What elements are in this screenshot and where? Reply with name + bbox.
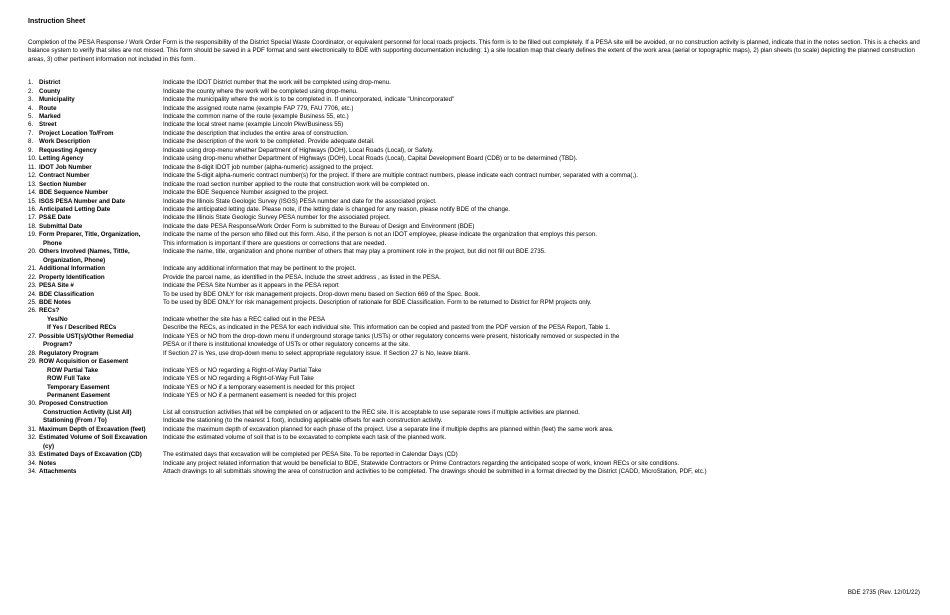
item-description: The estimated days that excavation will be completed per PESA Site. To be reported in Calendar Days (CD) <box>163 451 458 459</box>
item-description: Indicate YES or NO if a temporary easement is needed for this project <box>163 383 355 391</box>
item-number <box>28 392 39 400</box>
item-label: Organization, Phone) <box>43 256 106 264</box>
item-description: Indicate the Illinois State Geologic Survey (ISGS) PESA number and date for the associated project. <box>163 197 437 205</box>
list-item <box>28 172 922 180</box>
item-number: 27. <box>28 332 37 340</box>
item-number <box>28 324 39 332</box>
item-description: If Section 27 is Yes, use drop-down menu to select appropriate regulatory issue. If Section 27 is No, leave blank. <box>163 349 471 357</box>
item-label: Notes <box>39 459 57 467</box>
list-item <box>28 105 922 113</box>
list-item <box>28 324 922 332</box>
item-label: PS&E Date <box>39 214 71 222</box>
item-number: 6. <box>28 121 34 129</box>
list-item <box>28 79 922 87</box>
item-number <box>28 240 39 248</box>
item-label: Stationing (From / To) <box>43 417 107 425</box>
list-item <box>28 451 922 459</box>
list-item <box>28 291 922 299</box>
item-number: 18. <box>28 222 37 230</box>
list-item <box>28 189 922 197</box>
list-item <box>28 155 922 163</box>
item-label: Temporary Easement <box>47 383 110 391</box>
item-label: Yes/No <box>47 315 68 323</box>
item-description: Indicate using drop-menu whether Department of Highways (DOH), Local Roads (Local), or Safety. <box>163 146 434 154</box>
list-item <box>28 121 922 129</box>
item-label: District <box>39 79 61 87</box>
item-number: 34. <box>28 459 37 467</box>
item-description: Indicate YES or NO regarding a Right-of-Way Partial Take <box>163 366 322 374</box>
item-description <box>163 400 922 408</box>
list-item <box>28 240 922 248</box>
list-item <box>28 443 922 451</box>
item-number: 2. <box>28 87 34 95</box>
item-number: 22. <box>28 273 37 281</box>
item-label: Section Number <box>39 180 87 188</box>
item-number: 20. <box>28 248 37 256</box>
item-number <box>28 443 39 451</box>
item-label: BDE Sequence Number <box>39 189 109 197</box>
item-label: County <box>39 87 61 95</box>
item-description <box>163 443 922 451</box>
intro-paragraph: Completion of the PESA Response / Work Order Form is the responsibility of the District Special Waste Coordinator, or equivalent personnel for local roads projects. This form is to be filled out completely. If a PESA site will be avoided, or no construction activity is planned, indicate that in the notes section. This is a checks and balance system to verify that sites are not missed. This form should be saved in a PDF format and sent electronically to BDE with supporting documentation including: 1) a site location map that clearly defines the extent of the work area (aerial or topographic maps), 2) plan sheets (to scale) depicting the planned construction areas, 3) other pertinent information not included in this form. <box>28 39 920 63</box>
item-label: Construction Activity (List All) <box>43 408 132 416</box>
item-number <box>28 384 39 392</box>
item-description: Indicate the municipality where the work is to be completed in. If unincorporated, indicate "Unincorporated" <box>163 96 455 104</box>
item-number: 28. <box>28 349 37 357</box>
item-description: Indicate the name of the person who filled out this form. Also, if the person is not an IDOT employee, please indicate the organization that employs this person. <box>163 231 597 239</box>
list-item <box>28 96 922 104</box>
item-number: 1. <box>28 79 34 87</box>
item-label: Marked <box>39 113 61 121</box>
list-item <box>28 341 922 349</box>
item-number: 16. <box>28 206 37 214</box>
list-item <box>28 130 922 138</box>
item-label: BDE Classification <box>39 290 95 298</box>
list-item <box>28 417 922 425</box>
item-label: ROW Partial Take <box>47 366 99 374</box>
list-item <box>28 333 922 341</box>
item-description: Indicate YES or NO from the drop-down menu if underground storage tanks (USTs) or other regulatory concerns were present, historically removed or suspected in the <box>163 332 620 340</box>
item-number: 33. <box>28 451 37 459</box>
list-item <box>28 206 922 214</box>
list-item <box>28 231 922 239</box>
item-label: Proposed Construction <box>39 400 108 408</box>
list-item <box>28 409 922 417</box>
item-label: IDOT Job Number <box>39 163 92 171</box>
item-number <box>28 367 39 375</box>
list-item <box>28 392 922 400</box>
item-number: 29. <box>28 358 37 366</box>
item-description: This information is important if there are questions or corrections that are needed. <box>163 239 387 247</box>
item-label: Additional Information <box>39 265 105 273</box>
list-item <box>28 223 922 231</box>
item-description: Indicate the date PESA Response/Work Order Form is submitted to the Bureau of Design and Environment (BDE) <box>163 222 475 230</box>
item-description: Indicate the 5-digit alpha-numeric contract number(s) for the project. If there are multiple contract numbers, please indicate each contract number, separated with a comma(,). <box>163 172 638 180</box>
item-label: Letting Agency <box>39 155 84 163</box>
list-item <box>28 113 922 121</box>
list-item <box>28 138 922 146</box>
list-item <box>28 350 922 358</box>
item-description: Indicate the description of the work to be completed. Provide adequate detail. <box>163 138 375 146</box>
item-number: 12. <box>28 172 37 180</box>
instruction-sheet <box>28 18 922 477</box>
item-number: 9. <box>28 146 34 154</box>
item-label: Program? <box>43 341 73 349</box>
item-description: Indicate the anticipated letting date. Please note, if the letting date is changed for any reason, please notify BDE of the change. <box>163 206 511 214</box>
item-description: Indicate the stationing (to the nearest 1 foot), including applicable offsets for each construction activity. <box>163 417 443 425</box>
item-number: 10. <box>28 155 37 163</box>
instruction-list <box>28 79 922 476</box>
item-number: 34. <box>28 468 37 476</box>
item-label: Submittal Date <box>39 222 83 230</box>
item-number: 7. <box>28 129 34 137</box>
item-description: Indicate the IDOT District number that the work will be completed using drop-menu. <box>163 79 391 87</box>
form-revision-label: BDE 2735 (Rev. 12/01/22) <box>847 589 920 596</box>
item-label: Attachments <box>39 468 77 476</box>
item-description: Indicate the description that includes the entire area of construction. <box>163 129 349 137</box>
item-label: If Yes / Described RECs <box>47 324 117 332</box>
item-description: Indicate whether the site has a REC called out in the PESA <box>163 315 325 323</box>
item-number: 21. <box>28 265 37 273</box>
item-number: 24. <box>28 290 37 298</box>
item-label: Regulatory Program <box>39 349 99 357</box>
list-item <box>28 198 922 206</box>
item-number: 15. <box>28 197 37 205</box>
item-label: Street <box>39 121 57 129</box>
item-number: 26. <box>28 307 37 315</box>
list-item <box>28 88 922 96</box>
item-description: Indicate any additional information that may be pertinent to the project. <box>163 265 356 273</box>
item-label: Requesting Agency <box>39 146 97 154</box>
item-description: Attach drawings to all submittals showing the area of construction and activities to be completed. The drawings should be submitted in a format directed by the District (CADD, MicroStation, PDF, etc.) <box>163 468 707 476</box>
item-number <box>28 316 39 324</box>
item-number: 30. <box>28 400 37 408</box>
item-number: 32. <box>28 434 37 442</box>
item-label: (cy) <box>43 442 55 450</box>
item-label: Maximum Depth of Excavation (feet) <box>39 425 146 433</box>
list-item <box>28 367 922 375</box>
list-item <box>28 214 922 222</box>
item-number <box>28 409 39 417</box>
item-number: 25. <box>28 299 37 306</box>
item-description: Indicate the name, title, organization and phone number of others that may play a prominent role in the project, but did not fill out BDE 2735. <box>163 248 546 256</box>
list-item <box>28 265 922 273</box>
item-label: PESA Site # <box>39 282 74 290</box>
item-label: Others Involved (Names, Tittle, <box>39 248 130 256</box>
item-number: 23. <box>28 282 37 290</box>
item-description: Indicate the road section number applied to the route that construction work will be completed on. <box>163 180 430 188</box>
list-item <box>28 468 922 476</box>
list-item <box>28 400 922 408</box>
item-label: ROW Full Take <box>47 375 91 383</box>
item-description: Indicate the estimated volume of soil that is to be excavated to complete each task of the planned work. <box>163 434 447 442</box>
list-item <box>28 358 922 366</box>
list-item <box>28 274 922 282</box>
list-item <box>28 164 922 172</box>
item-description: Indicate the county where the work will be completed using drop-menu. <box>163 87 358 95</box>
item-label: Estimated Days of Excavation (CD) <box>39 451 142 459</box>
item-description: Indicate using drop-menu whether Department of Highways (DOH), Local Roads (Local), Capital Development Board (CDB) or to be determined (TBD). <box>163 155 578 163</box>
item-description: Indicate the Illinois State Geologic Survey PESA number for the associated project. <box>163 214 391 222</box>
item-description: To be used by BDE ONLY for risk management projects. Drop-down menu based on Section 669 of the Spec. Book. <box>163 290 481 298</box>
item-label: Contract Number <box>39 172 90 180</box>
item-description <box>163 307 922 315</box>
item-label: ROW Acquisition or Easement <box>39 358 129 366</box>
item-description: Indicate the assigned route name (example FAP 779, FAU 7706, etc.) <box>163 104 354 112</box>
item-description: Indicate the 8-digit IDOT job number (alpha-numeric) assigned to the project. <box>163 163 374 171</box>
item-description: To be used by BDE ONLY for risk management projects. Description of rationale for BDE Classification. Form to be returned to District for RPM projects only. <box>163 299 592 306</box>
item-number: 3. <box>28 96 34 104</box>
item-number: 11. <box>28 163 37 171</box>
list-item <box>28 375 922 383</box>
item-number: 5. <box>28 113 34 121</box>
item-description: Indicate YES or NO if a permanent easement is needed for this project <box>163 391 357 399</box>
item-description: Provide the parcel name, as identified in the PESA. Include the street address , as listed in the PESA. <box>163 273 441 281</box>
item-label: Form Preparer, Title, Organization, <box>39 231 141 239</box>
item-label: Phone <box>43 239 62 247</box>
list-item <box>28 282 922 290</box>
list-item <box>28 257 922 265</box>
item-number: 13. <box>28 180 37 188</box>
item-description: Indicate the maximum depth of excavation planned for each phase of the project. Use a separate line if multiple depths are planned within (feet) the same work area. <box>163 425 614 433</box>
item-number <box>28 375 39 383</box>
item-label: Estimated Volume of Soil Excavation <box>39 434 148 442</box>
item-description: Indicate the BDE Sequence Number assigned to the project. <box>163 189 329 197</box>
item-number <box>28 341 39 349</box>
item-label: RECs? <box>39 307 60 315</box>
page-title: Instruction Sheet <box>28 18 86 25</box>
item-label: Project Location To/From <box>39 129 114 137</box>
item-label: Permanent Easement <box>47 391 110 399</box>
list-item <box>28 460 922 468</box>
item-label: Route <box>39 104 57 112</box>
item-label: Work Description <box>39 138 91 146</box>
list-item <box>28 316 922 324</box>
item-description: Indicate YES or NO regarding a Right-of-Way Full Take <box>163 375 314 383</box>
item-number <box>28 417 39 425</box>
list-item <box>28 248 922 256</box>
item-description: Indicate the common name of the route (example Business 55, etc.) <box>163 113 349 121</box>
item-number: 19. <box>28 231 37 239</box>
item-number <box>28 257 39 265</box>
item-label: Property Identification <box>39 273 105 281</box>
item-description <box>163 358 922 366</box>
item-description <box>163 257 922 265</box>
item-number: 4. <box>28 104 34 112</box>
item-label: BDE Notes <box>39 299 71 306</box>
list-item <box>28 426 922 434</box>
item-description: PESA or if there is institutional knowledge of USTs or other regulatory concerns at the site. <box>163 341 410 349</box>
item-label: Anticipated Letting Date <box>39 206 111 214</box>
list-item <box>28 147 922 155</box>
item-description: Describe the RECs, as indicated in the PESA for each individual site. This information can be copied and pasted from the PDF version of the PESA Report, Table 1. <box>163 324 611 332</box>
item-number: 14. <box>28 189 37 197</box>
list-item <box>28 434 922 442</box>
item-description: Indicate the PESA Site Number as it appears in the PESA report <box>163 282 339 290</box>
item-number: 17. <box>28 214 37 222</box>
item-number: 31. <box>28 425 37 433</box>
item-description: Indicate the local street name (example Lincoln Pkw/Business 55) <box>163 121 344 129</box>
list-item <box>28 384 922 392</box>
list-item <box>28 181 922 189</box>
item-description: Indicate any project related information that would be beneficial to BDE, Statewide Contractors or Prime Contractors regarding the anticipated scope of work, known RECs or site conditions. <box>163 459 680 467</box>
list-item <box>28 307 922 315</box>
item-label: ISGS PESA Number and Date <box>39 197 126 205</box>
item-label: Possible UST(s)/Other Remedial <box>39 332 134 340</box>
item-number: 8. <box>28 138 34 146</box>
list-item <box>28 299 922 307</box>
item-label: Municipality <box>39 96 75 104</box>
item-description: List all construction activities that will be completed on or adjacent to the REC site. It is acceptable to use separate rows if multiple activities are planned. <box>163 408 580 416</box>
